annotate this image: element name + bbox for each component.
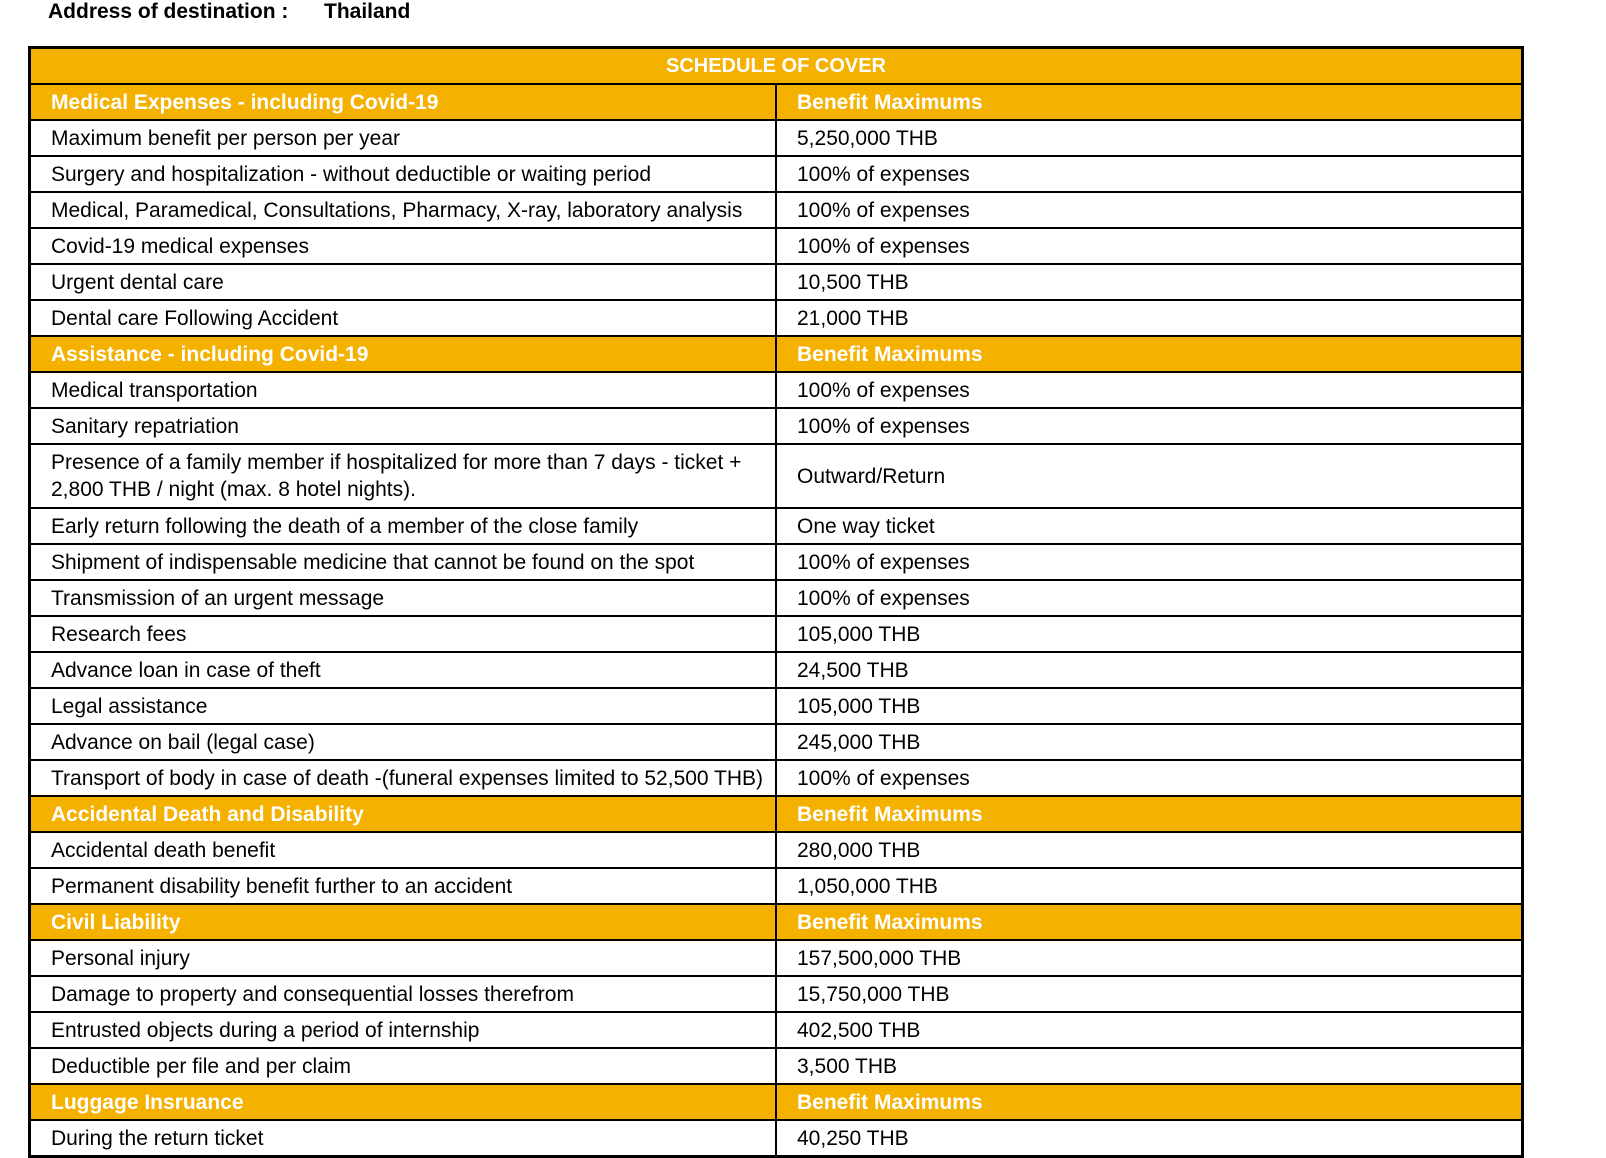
table-row: [30, 1120, 1523, 1157]
cover-item: Personal injury: [30, 940, 777, 976]
section-column-label: Benefit Maximums: [776, 904, 1523, 940]
benefit-maximum: Outward/Return: [776, 444, 1523, 508]
benefit-maximum: 40,250 THB: [776, 1120, 1523, 1157]
table-row: [30, 408, 1523, 444]
section-header-row: [30, 1084, 1523, 1120]
table-title-row: [30, 48, 1523, 85]
section-column-label: Benefit Maximums: [776, 796, 1523, 832]
benefit-maximum: One way ticket: [776, 508, 1523, 544]
table-row: [30, 264, 1523, 300]
cover-item: Urgent dental care: [30, 264, 777, 300]
table-row: [30, 120, 1523, 156]
cover-item: Presence of a family member if hospitalized for more than 7 days - ticket + 2,800 THB / night (max. 8 hotel nights).: [30, 444, 777, 508]
cover-item: Dental care Following Accident: [30, 300, 777, 336]
benefit-maximum: 100% of expenses: [776, 228, 1523, 264]
cover-item: Advance loan in case of theft: [30, 652, 777, 688]
cover-item: Damage to property and consequential losses therefrom: [30, 976, 777, 1012]
table-row: [30, 652, 1523, 688]
section-column-label: Benefit Maximums: [776, 1084, 1523, 1120]
section-title: Assistance - including Covid-19: [30, 336, 777, 372]
benefit-maximum: 105,000 THB: [776, 616, 1523, 652]
table-row: [30, 1012, 1523, 1048]
cover-item: Deductible per file and per claim: [30, 1048, 777, 1084]
cover-item: Medical, Paramedical, Consultations, Pharmacy, X-ray, laboratory analysis: [30, 192, 777, 228]
cover-item: Accidental death benefit: [30, 832, 777, 868]
cover-item: During the return ticket: [30, 1120, 777, 1157]
benefit-maximum: 100% of expenses: [776, 760, 1523, 796]
benefit-maximum: 10,500 THB: [776, 264, 1523, 300]
benefit-maximum: 245,000 THB: [776, 724, 1523, 760]
table-row: [30, 444, 1523, 508]
table-row: [30, 760, 1523, 796]
section-header-row: [30, 336, 1523, 372]
table-row: [30, 580, 1523, 616]
cover-item: Shipment of indispensable medicine that cannot be found on the spot: [30, 544, 777, 580]
table-row: [30, 868, 1523, 904]
table-row: [30, 508, 1523, 544]
section-title: Medical Expenses - including Covid-19: [30, 84, 777, 120]
benefit-maximum: 100% of expenses: [776, 156, 1523, 192]
cover-item: Transport of body in case of death -(funeral expenses limited to 52,500 THB): [30, 760, 777, 796]
cover-item: Research fees: [30, 616, 777, 652]
destination-line: [48, 0, 410, 26]
table-row: [30, 372, 1523, 408]
section-column-label: Benefit Maximums: [776, 336, 1523, 372]
cover-item: Permanent disability benefit further to an accident: [30, 868, 777, 904]
benefit-maximum: 100% of expenses: [776, 544, 1523, 580]
table-row: [30, 156, 1523, 192]
cover-item: Surgery and hospitalization - without deductible or waiting period: [30, 156, 777, 192]
cover-item: Advance on bail (legal case): [30, 724, 777, 760]
table-row: [30, 940, 1523, 976]
section-title: Accidental Death and Disability: [30, 796, 777, 832]
table-row: [30, 832, 1523, 868]
table-row: [30, 192, 1523, 228]
cover-item: Covid-19 medical expenses: [30, 228, 777, 264]
benefit-maximum: 157,500,000 THB: [776, 940, 1523, 976]
benefit-maximum: 15,750,000 THB: [776, 976, 1523, 1012]
benefit-maximum: 280,000 THB: [776, 832, 1523, 868]
benefit-maximum: 100% of expenses: [776, 408, 1523, 444]
benefit-maximum: 100% of expenses: [776, 580, 1523, 616]
section-header-row: [30, 904, 1523, 940]
table-row: [30, 616, 1523, 652]
section-title: Luggage Insruance: [30, 1084, 777, 1120]
benefit-maximum: 100% of expenses: [776, 192, 1523, 228]
benefit-maximum: 105,000 THB: [776, 688, 1523, 724]
benefit-maximum: 24,500 THB: [776, 652, 1523, 688]
cover-item: Medical transportation: [30, 372, 777, 408]
benefit-maximum: 100% of expenses: [776, 372, 1523, 408]
cover-item: Transmission of an urgent message: [30, 580, 777, 616]
destination-label: Address of destination :: [48, 0, 289, 23]
section-column-label: Benefit Maximums: [776, 84, 1523, 120]
cover-item: Sanitary repatriation: [30, 408, 777, 444]
section-header-row: [30, 796, 1523, 832]
benefit-maximum: 3,500 THB: [776, 1048, 1523, 1084]
table-row: [30, 688, 1523, 724]
section-title: Civil Liability: [30, 904, 777, 940]
table-row: [30, 300, 1523, 336]
table-row: [30, 544, 1523, 580]
benefit-maximum: 402,500 THB: [776, 1012, 1523, 1048]
cover-item: Early return following the death of a member of the close family: [30, 508, 777, 544]
table-row: [30, 228, 1523, 264]
benefit-maximum: 21,000 THB: [776, 300, 1523, 336]
table-row: [30, 976, 1523, 1012]
cover-item: Entrusted objects during a period of internship: [30, 1012, 777, 1048]
cover-item: Legal assistance: [30, 688, 777, 724]
table-row: [30, 1048, 1523, 1084]
section-header-row: [30, 84, 1523, 120]
benefit-maximum: 1,050,000 THB: [776, 868, 1523, 904]
table-title: SCHEDULE OF COVER: [30, 48, 1523, 85]
benefit-maximum: 5,250,000 THB: [776, 120, 1523, 156]
destination-value: Thailand: [324, 0, 411, 23]
schedule-of-cover-table: [28, 46, 1524, 1158]
cover-item: Maximum benefit per person per year: [30, 120, 777, 156]
table-row: [30, 724, 1523, 760]
